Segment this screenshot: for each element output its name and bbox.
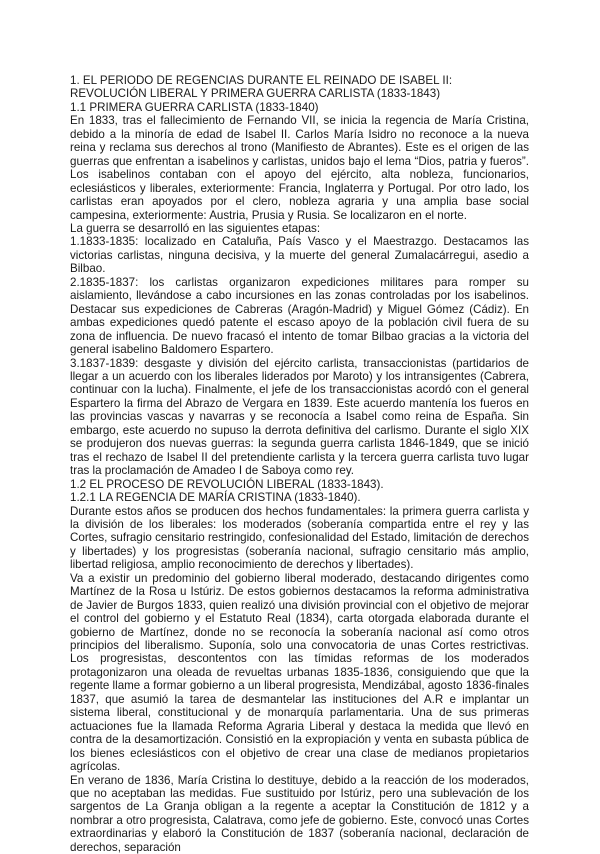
- paragraph-verano-1836: En verano de 1836, María Cristina lo destituye, debido a la reacción de los moderados, que no aceptaban las medidas. Fue sustituido por Istúriz, pero una sublevación de los sargentos de La Granja obligan a la regente a aceptar la Constitución de 1812 y a nombrar a otro progresista, Calatrava, como jefe de gobierno. Este, convocó unas Cortes extraordinarias y elaboró la Constitución de 1837 (soberanía nacional, declaración de derechos, separación: [70, 773, 529, 854]
- section-heading-1-2: 1.2 EL PROCESO DE REVOLUCIÓN LIBERAL (1833-1843).: [70, 477, 384, 491]
- section-heading-1-1: 1.1 PRIMERA GUERRA CARLISTA (1833-1840): [70, 100, 319, 114]
- paragraph-etapas-intro: La guerra se desarrolló en las siguientes etapas:: [70, 221, 321, 235]
- chapter-title: 1. EL PERIODO DE REGENCIAS DURANTE EL REINADO DE ISABEL II: REVOLUCIÓN LIBERAL Y PRIMERA GUERRA CARLISTA (1833-1843): [70, 74, 453, 101]
- paragraph-predominio: Va a existir un predominio del gobierno liberal moderado, destacando dirigentes como Martínez de la Rosa u Istúriz. De estos gobiernos destacamos la reforma administrativa de Javier de Burgos 1833, quien realizó una división provincial con el objetivo de mejorar el control del gobierno y el Estatuto Real (1834), carta otorgada elaborada durante el gobierno de Martínez, donde no se reconocía la soberanía nacional así como otros principios del liberalismo. Suponía, solo una convocatoria de unas Cortes restrictivas. Los progresistas, descontentos con las tímidas reformas de los moderados protagonizaron una oleada de revueltas urbanas 1835-1836, consiguiendo que que la regente llame a formar gobierno a un liberal progresista, Mendizábal, agosto 1836-finales 1837, que asumió la tarea de desmantelar las instituciones del A.R e implantar un sistema liberal, constitucional y de monarquía parlamentaria. Una de sus primeras actuaciones fue la llamada Reforma Agraria Liberal y destaca la medida que llevó en contra de la desamortización. Consistió en la expropiación y venta en subasta pública de los bienes eclesiásticos con el objetivo de crear una clase de medianos propietarios agrícolas.: [70, 571, 529, 774]
- section-heading-1-2-1: 1.2.1 LA REGENCIA DE MARÍA CRISTINA (1833-1840).: [70, 491, 361, 505]
- paragraph-regencia-intro: En 1833, tras el fallecimiento de Fernando VII, se inicia la regencia de María Cristina, debido a la minoría de edad de Isabel II. Carlos María Isidro no reconoce a la nueva reina y reclama sus derechos al trono (Manifiesto de Abrantes). Este es el origen de las guerras que enfrentan a isabelinos y carlistas, unidos bajo el lema “Dios, patria y fueros”. Los isabelinos contaban con el apoyo del ejército, alta nobleza, funcionarios, eclesiásticos y liberales, exteriormente: Francia, Inglaterra y Portugal. Por otro lado, los carlistas eran apoyados por el clero, nobleza agraria y una amplia base social campesina, exteriormente: Austria, Prusia y Rusia. Se localizaron en el norte.: [70, 114, 529, 222]
- list-item-etapa-1: 1.1833-1835: localizado en Cataluña, País Vasco y el Maestrazgo. Destacamos las victorias carlistas, ninguna decisiva, y la muerte del general Zumalacárregui, asedio a Bilbao.: [70, 235, 529, 276]
- list-item-etapa-3: 3.1837-1839: desgaste y división del ejército carlista, transaccionistas (partidarios de llegar a un acuerdo con los liberales liderados por Maroto) y los intransigentes (Cabrera, continuar con la lucha). Finalmente, el jefe de los transaccionistas acordó con el general Espartero la firma del Abrazo de Vergara en 1839. Este acuerdo mantenía los fueros en las provincias vascas y navarras y se reconocía a Isabel como reina de España. Sin embargo, este acuerdo no supuso la derrota definitiva del carlismo. Durante el siglo XIX se produjeron dos nuevas guerras: la segunda guerra carlista 1846-1849, que se inició tras el rechazo de Isabel II del pretendiente carlista y la tercera guerra carlista tuvo lugar tras la proclamación de Amadeo I de Saboya como rey.: [70, 356, 529, 478]
- document-body: [70, 74, 529, 854]
- list-item-etapa-2: 2.1835-1837: los carlistas organizaron expediciones militares para romper su aislamiento, llevándose a cabo incursiones en las zonas controladas por los isabelinos. Destacar sus expediciones de Cabreras (Aragón-Madrid) y Miguel Gómez (Cádiz). En ambas expediciones quedó patente el escaso apoyo de la población civil fuera de su zona de influencia. De nuevo fracasó el intento de tomar Bilbao gracias a la victoria del general isabelino Baldomero Espartero.: [70, 275, 529, 357]
- paragraph-hechos: Durante estos años se producen dos hechos fundamentales: la primera guerra carlista y la división de los liberales: los moderados (soberanía compartida entre el rey y las Cortes, sufragio censitario restringido, confesionalidad del Estado, limitación de derechos y libertades) y los progresistas (soberanía nacional, sufragio censitario más amplio, libertad religiosa, amplio reconocimiento de derechos y libertades).: [70, 504, 529, 572]
